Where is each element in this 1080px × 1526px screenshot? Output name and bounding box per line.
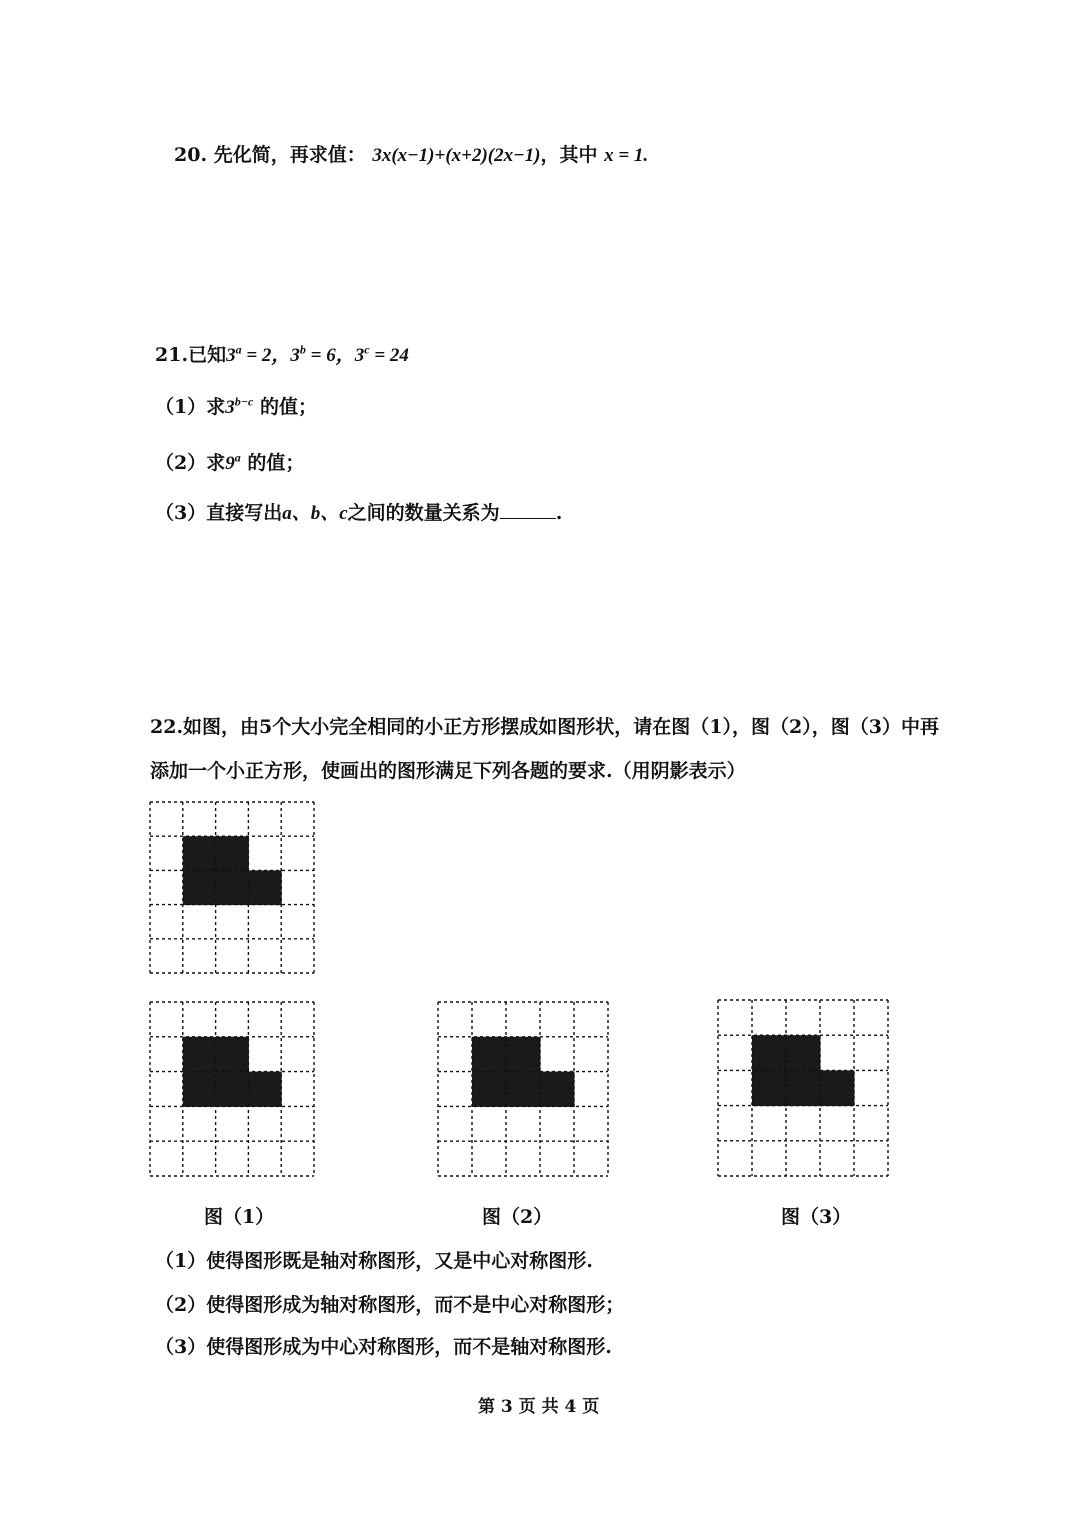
q21-part-2: （2）求9$^a$ 的值； — [155, 450, 305, 474]
q21-label: 21. — [155, 344, 189, 366]
q20-condition: x = 1. — [604, 145, 649, 166]
shaded-square — [540, 1072, 575, 1107]
shaded-square — [752, 1070, 787, 1106]
shaded-square — [216, 1037, 249, 1072]
figure-caption-2: 图（2） — [482, 1206, 553, 1228]
q20-line — [174, 140, 648, 167]
q21-given — [155, 340, 409, 367]
grid-figure-1[interactable] — [150, 1002, 314, 1176]
page-footer: 第 3 页 共 4 页 — [478, 1397, 600, 1417]
shaded-square — [752, 1035, 787, 1071]
shaded-square — [183, 870, 216, 905]
q21-part-1: （1）求$3^{b-c}$ 的值； — [155, 394, 317, 418]
q22-line-1: 22.如图，由5个大小完全相同的小正方形摆成如图形状，请在图（1），图（2），图（3）中再 — [150, 716, 939, 738]
shaded-square — [216, 1072, 249, 1107]
q21-intro: 已知 — [188, 344, 227, 366]
q21-given-3: $3^c = 24$ — [354, 342, 409, 366]
q21-part-3-vars: a、b、c — [282, 503, 348, 524]
shaded-square — [248, 1072, 281, 1107]
q22-requirement-3: （3）使得图形成为中心对称图形，而不是轴对称图形. — [155, 1336, 612, 1358]
shaded-square — [506, 1072, 541, 1107]
shaded-square — [183, 1037, 216, 1072]
shaded-square — [216, 836, 249, 871]
grid-figure-3[interactable] — [718, 1000, 888, 1176]
grid-original — [150, 802, 314, 973]
figure-caption-3: 图（3） — [781, 1206, 852, 1228]
shaded-square — [506, 1037, 541, 1072]
q20-text: 先化简，再求值： — [213, 144, 366, 166]
q22-line-2: 添加一个小正方形，使画出的图形满足下列各题的要求.（用阴影表示） — [150, 760, 746, 782]
q21-part-1-expr: $3^{b-c}$ — [225, 394, 254, 418]
q20-condition-prefix: ，其中 — [540, 144, 605, 166]
answer-blank[interactable] — [500, 504, 556, 519]
shaded-square — [183, 836, 216, 871]
shaded-square — [472, 1072, 507, 1107]
q21-part-2-expr: 9$^a$ — [225, 450, 241, 474]
q21-part-3: （3）直接写出a、b、c之间的数量关系为 . — [155, 502, 563, 524]
shaded-square — [820, 1070, 855, 1106]
figure-caption-1: 图（1） — [204, 1206, 275, 1228]
q20-expression: 3x(x−1)+(x+2)(2x−1) — [372, 145, 541, 166]
shaded-square — [183, 1072, 216, 1107]
q22-requirement-1: （1）使得图形既是轴对称图形，又是中心对称图形. — [155, 1250, 593, 1272]
shaded-square — [216, 870, 249, 905]
q21-given-1: $3^a = 2$， — [226, 342, 291, 366]
grid-figure-2[interactable] — [438, 1002, 608, 1176]
shaded-square — [472, 1037, 507, 1072]
shaded-square — [786, 1035, 821, 1071]
q22-requirement-2: （2）使得图形成为轴对称图形，而不是中心对称图形； — [155, 1294, 625, 1316]
shaded-square — [248, 870, 281, 905]
q20-label: 20. — [174, 144, 208, 166]
q21-given-2: $3^b = 6$， — [290, 342, 355, 366]
shaded-square — [786, 1070, 821, 1106]
